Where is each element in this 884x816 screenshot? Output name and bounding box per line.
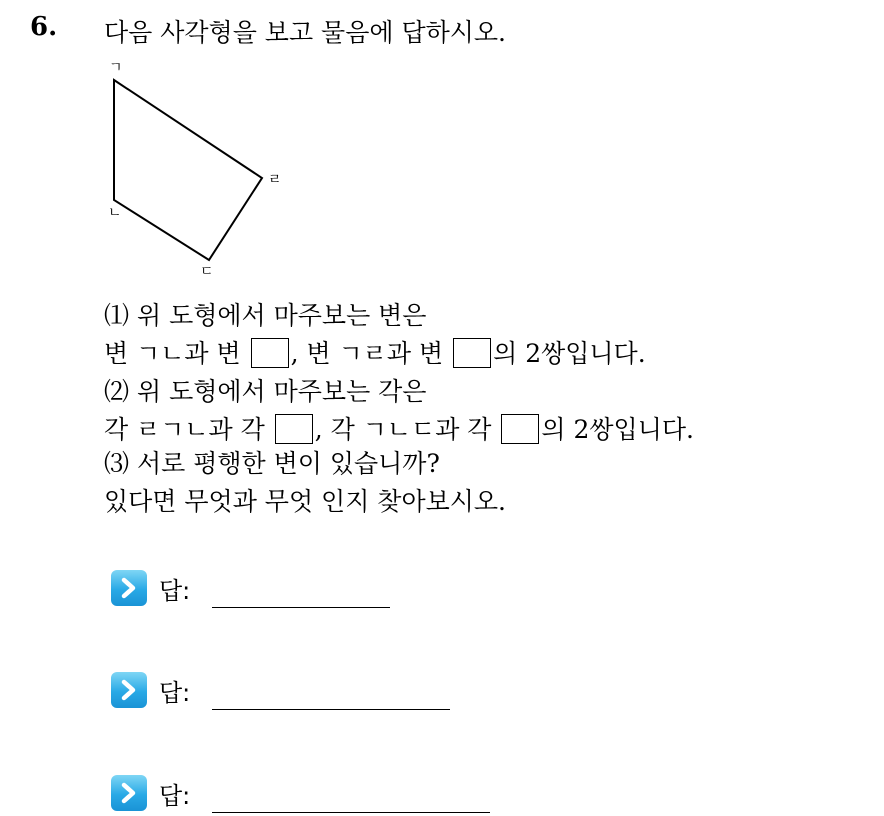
answer-row-1 (111, 570, 190, 606)
answer-blank-2[interactable] (212, 709, 450, 710)
answer-blank-1[interactable] (212, 607, 390, 608)
part2-seg3: 의 2쌍입니다. (541, 415, 694, 444)
vertex-label-rieul: ㄹ (268, 172, 282, 188)
vertex-label-nieun: ㄴ (108, 205, 122, 221)
quadrilateral-figure (0, 0, 884, 300)
question-number: 6. (30, 12, 58, 42)
part1-marker: ⑴ (104, 301, 130, 330)
part2-answer-box-2[interactable] (501, 414, 539, 444)
question-prompt: 다음 사각형을 보고 물음에 답하시오. (104, 18, 506, 47)
part1-seg1: 변 ㄱㄴ과 변 (104, 339, 241, 368)
part3-intro (104, 448, 440, 480)
part2-marker: ⑵ (104, 377, 130, 406)
part1-seg3: 의 2쌍입니다. (493, 339, 646, 368)
answer-row-3 (111, 775, 190, 811)
part1-answer-box-2[interactable] (453, 338, 491, 368)
part2-answer-box-1[interactable] (275, 414, 313, 444)
part1-answer-box-1[interactable] (251, 338, 289, 368)
vertex-label-giyeok: ㄱ (109, 60, 123, 76)
part1-seg2: , 변 ㄱㄹ과 변 (290, 339, 444, 368)
part3-line2: 있다면 무엇과 무엇 인지 찾아보시오. (104, 487, 506, 516)
vertex-label-digeut: ㄷ (200, 264, 214, 280)
quadrilateral-shape (114, 80, 262, 260)
answer-label: 답: (159, 781, 191, 810)
part2-sentence (104, 414, 694, 447)
chevron-right-icon (111, 775, 147, 811)
answer-label: 답: (159, 678, 191, 707)
part3-marker: ⑶ (104, 449, 130, 478)
part2-seg1: 각 ㄹㄱㄴ과 각 (104, 415, 265, 444)
part2-intro (104, 376, 426, 408)
part1-sentence (104, 338, 646, 371)
part2-seg2: , 각 ㄱㄴㄷ과 각 (314, 415, 492, 444)
part3-intro-text: 서로 평행한 변이 있습니까? (136, 449, 440, 478)
part1-intro-text: 위 도형에서 마주보는 변은 (136, 301, 427, 330)
chevron-right-icon (111, 570, 147, 606)
part1-intro (104, 300, 426, 332)
part2-intro-text: 위 도형에서 마주보는 각은 (136, 377, 427, 406)
answer-row-2 (111, 672, 190, 708)
chevron-right-icon (111, 672, 147, 708)
answer-label: 답: (159, 576, 191, 605)
answer-blank-3[interactable] (212, 812, 490, 813)
